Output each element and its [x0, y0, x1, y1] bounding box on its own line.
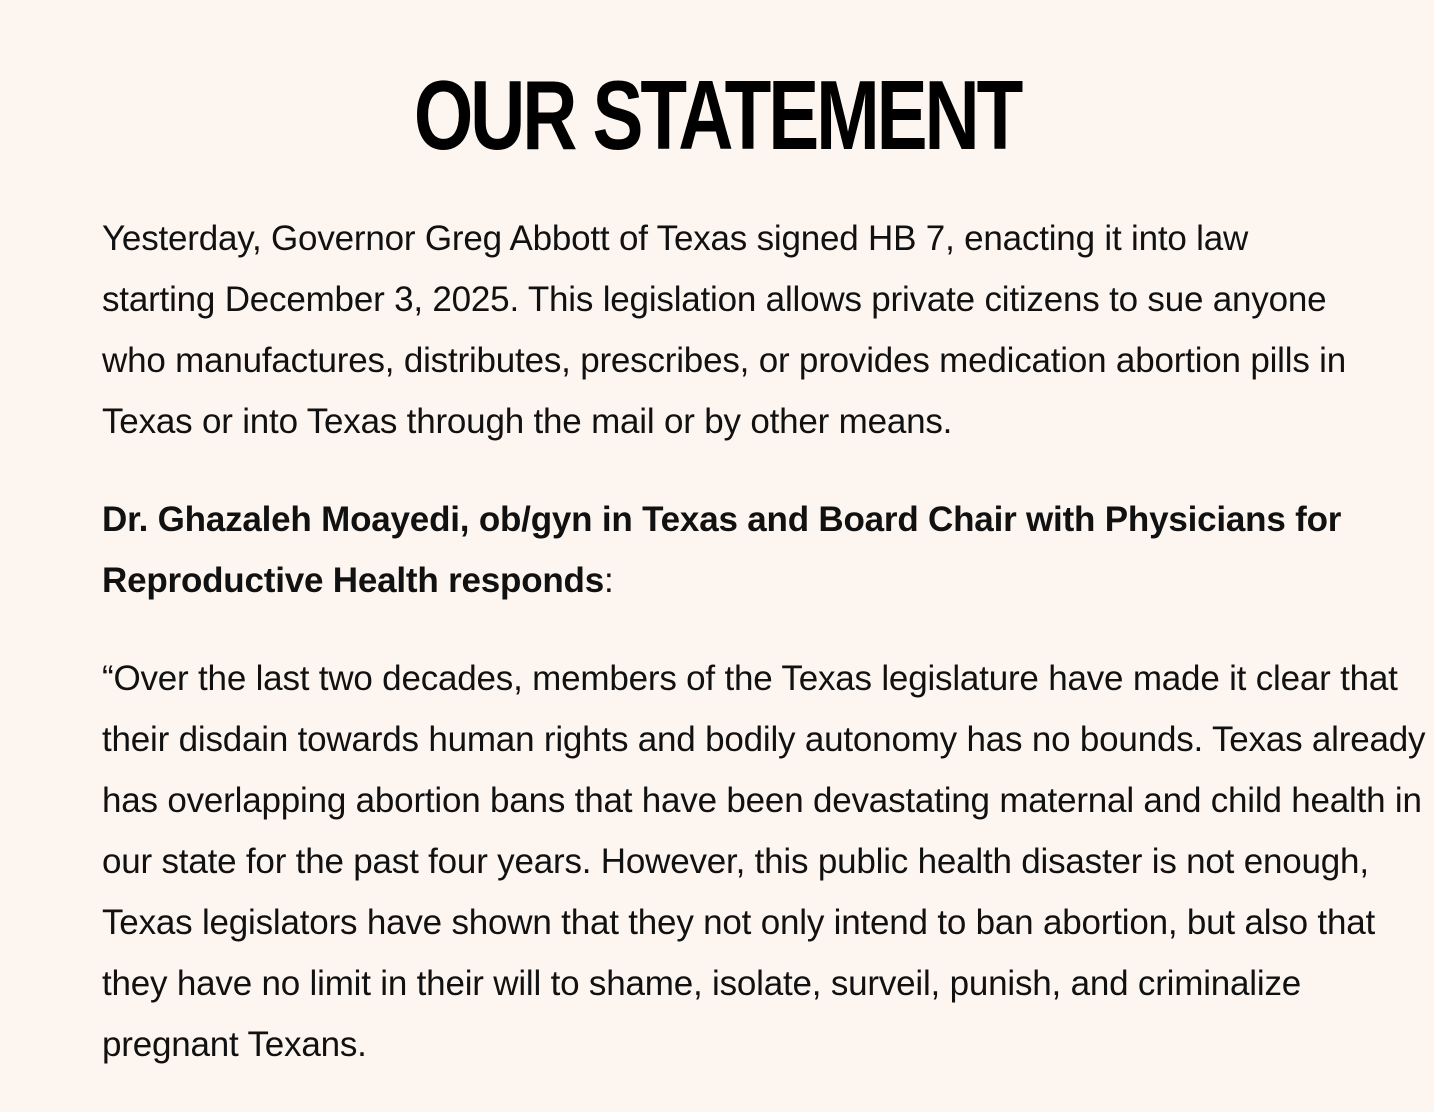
- page-title: OUR STATEMENT: [413, 60, 1021, 170]
- attribution-paragraph: [102, 489, 1412, 611]
- attribution-colon: :: [604, 561, 614, 600]
- quote-paragraph: “Over the last two decades, members of the Texas legislature have made it clear that their disdain towards human rights and bodily autonomy has no bounds. Texas already has overlapping abortion bans that have been devastating maternal and child health in our state for the past four years. However, this public health disaster is not enough, Texas legislators have shown that they not only intend to ban abortion, but also that they have no limit in their will to shame, isolate, surveil, punish, and criminalize pregnant Texans.: [102, 659, 1426, 1064]
- statement-body: [102, 208, 1430, 1112]
- attribution-name: Dr. Ghazaleh Moayedi, ob/gyn in Texas and Board Chair with Physicians for Reproductive Health responds: [102, 500, 1342, 600]
- intro-paragraph: Yesterday, Governor Greg Abbott of Texas signed HB 7, enacting it into law starting December 3, 2025. This legislation allows private citizens to sue anyone who manufactures, distributes, prescribes, or provides medication abortion pills in Texas or into Texas through the mail or by other means.: [102, 219, 1346, 441]
